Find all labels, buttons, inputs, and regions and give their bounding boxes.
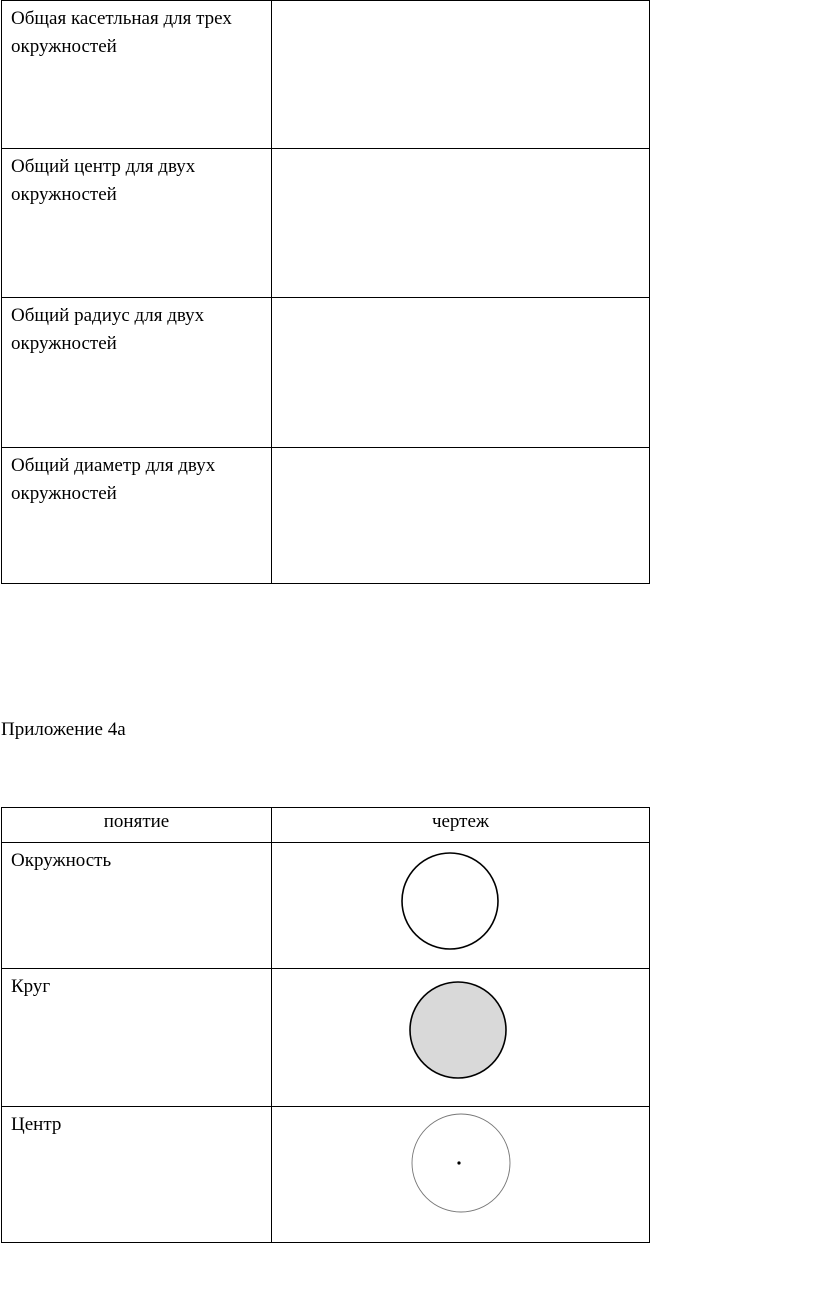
circle-outline: [402, 853, 498, 949]
concept-label: Окружность: [2, 843, 272, 969]
answer-cell: [272, 1, 650, 149]
circle-outline-drawing: [272, 843, 650, 968]
drawing-cell: [272, 1107, 650, 1243]
circle-thin-outline: [412, 1114, 510, 1212]
center-drawing: [272, 1107, 650, 1241]
answer-cell: [272, 149, 650, 298]
table-header-row: [2, 808, 650, 843]
table-row: [2, 1, 650, 149]
filled-disc: [410, 982, 506, 1078]
table-row: [2, 843, 650, 969]
answer-cell: [272, 298, 650, 448]
concept-drawing-table: [1, 807, 650, 1243]
table-row: [2, 298, 650, 448]
center-point: [457, 1161, 460, 1164]
table-row: [2, 149, 650, 298]
table-row: [2, 1107, 650, 1243]
header-drawing: чертеж: [272, 808, 650, 843]
filled-disc-drawing: [272, 969, 650, 1105]
header-concept: понятие: [2, 808, 272, 843]
row-label: Общая касетльная для трех окружностей: [2, 1, 272, 149]
row-label: Общий центр для двух окружностей: [2, 149, 272, 298]
table-row: [2, 448, 650, 584]
row-label: Общий диаметр для двух окружностей: [2, 448, 272, 584]
row-label: Общий радиус для двух окружностей: [2, 298, 272, 448]
drawing-cell: [272, 843, 650, 969]
appendix-title: Приложение 4а: [1, 719, 126, 740]
concept-label: Центр: [2, 1107, 272, 1243]
answer-cell: [272, 448, 650, 584]
concepts-worksheet-table: [1, 0, 650, 584]
table-row: [2, 969, 650, 1107]
concept-label: Круг: [2, 969, 272, 1107]
drawing-cell: [272, 969, 650, 1107]
